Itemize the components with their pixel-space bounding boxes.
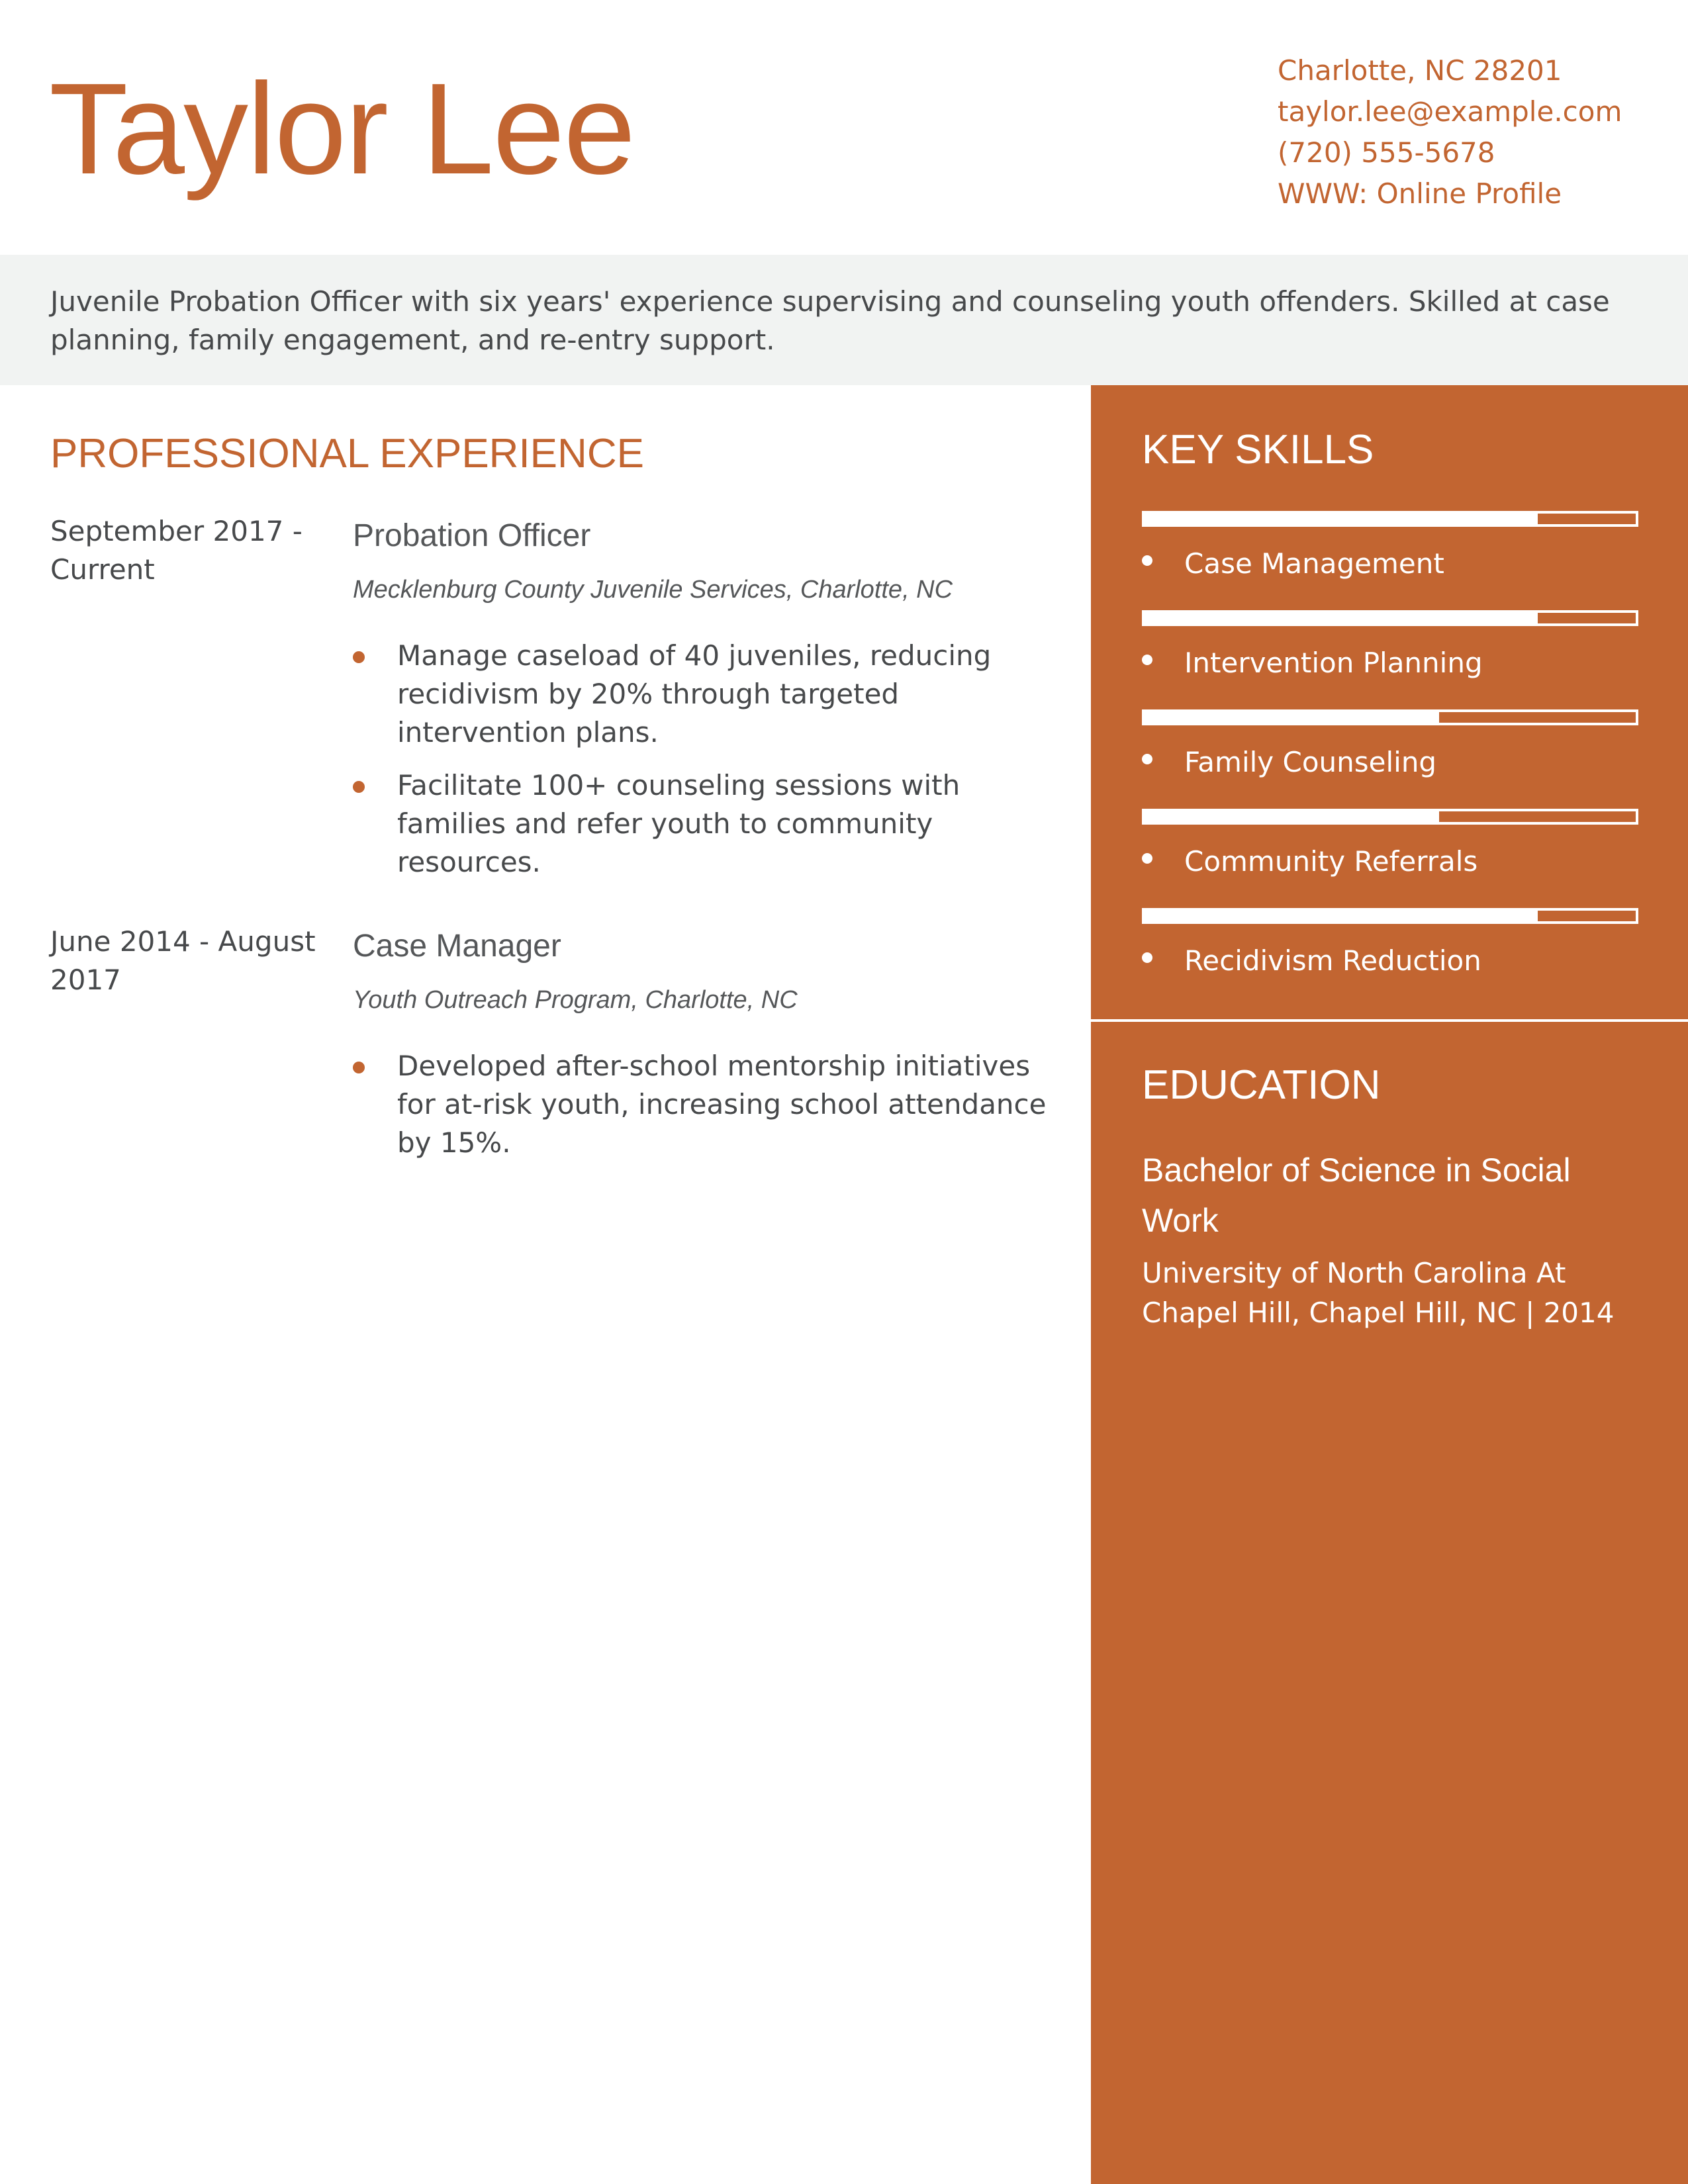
skill-bar bbox=[1142, 809, 1638, 825]
contact-email[interactable]: taylor.lee@example.com bbox=[1278, 95, 1622, 128]
skill-item bbox=[1142, 843, 1477, 880]
skill-bar-fill bbox=[1145, 811, 1439, 822]
bullet-text: Manage caseload of 40 juveniles, reducing recidivism by 20% through targeted intervention plans. bbox=[397, 639, 992, 749]
skill-label: Family Counseling bbox=[1184, 746, 1437, 778]
skill-bar bbox=[1142, 511, 1638, 527]
candidate-name: Taylor Lee bbox=[49, 56, 635, 201]
skill-label: Case Management bbox=[1184, 547, 1444, 580]
skills-heading: KEY SKILLS bbox=[1142, 427, 1374, 473]
bullet-text: Developed after-school mentorship initiatives for at-risk youth, increasing school attendance by 15%. bbox=[397, 1050, 1047, 1159]
skill-item bbox=[1142, 645, 1483, 682]
sidebar-divider bbox=[1091, 1019, 1688, 1022]
summary-text: Juvenile Probation Officer with six years' experience supervising and counseling youth offenders. Skilled at case planning, family engagement, and re-entry support. bbox=[50, 285, 1610, 356]
bullet-dot-icon bbox=[353, 651, 365, 663]
skill-bar bbox=[1142, 709, 1638, 725]
skill-item bbox=[1142, 545, 1444, 582]
bullet-dot-icon bbox=[353, 781, 365, 793]
job-bullet bbox=[353, 766, 1048, 882]
job-company: Youth Outreach Program, Charlotte, NC bbox=[353, 986, 798, 1014]
job-date: June 2014 - August 2017 bbox=[50, 925, 316, 996]
bullet-dot-icon bbox=[1142, 754, 1152, 764]
contact-phone[interactable]: (720) 555-5678 bbox=[1278, 136, 1495, 169]
skill-item bbox=[1142, 942, 1481, 979]
job-title: Probation Officer bbox=[353, 518, 591, 553]
summary-band bbox=[0, 255, 1688, 385]
contact-location: Charlotte, NC 28201 bbox=[1278, 54, 1562, 87]
skill-item bbox=[1142, 744, 1436, 781]
contact-info bbox=[1278, 50, 1622, 214]
skill-bar-fill bbox=[1145, 613, 1538, 623]
skill-bar-fill bbox=[1145, 911, 1538, 921]
bullet-dot-icon bbox=[1142, 853, 1152, 864]
skill-label: Recidivism Reduction bbox=[1184, 944, 1481, 977]
job-bullet bbox=[353, 637, 1048, 752]
contact-website[interactable]: WWW: Online Profile bbox=[1278, 177, 1562, 210]
skill-bar bbox=[1142, 610, 1638, 626]
bullet-dot-icon bbox=[1142, 655, 1152, 665]
bullet-dot-icon bbox=[1142, 952, 1152, 963]
skill-label: Intervention Planning bbox=[1184, 647, 1483, 679]
education-school: University of North Carolina At Chapel Hill, Chapel Hill, NC | 2014 bbox=[1142, 1257, 1615, 1329]
experience-heading: PROFESSIONAL EXPERIENCE bbox=[50, 431, 644, 477]
job-company: Mecklenburg County Juvenile Services, Charlotte, NC bbox=[353, 576, 953, 604]
sidebar bbox=[1091, 385, 1688, 2184]
skill-bar-fill bbox=[1145, 514, 1538, 524]
skill-bar bbox=[1142, 908, 1638, 924]
job-date: September 2017 - Current bbox=[50, 515, 303, 586]
bullet-dot-icon bbox=[1142, 555, 1152, 566]
bullet-dot-icon bbox=[353, 1062, 365, 1073]
education-heading: EDUCATION bbox=[1142, 1062, 1381, 1108]
job-bullet bbox=[353, 1047, 1048, 1162]
bullet-text: Facilitate 100+ counseling sessions with families and refer youth to community resources. bbox=[397, 769, 961, 878]
job-title: Case Manager bbox=[353, 929, 561, 964]
skill-bar-fill bbox=[1145, 712, 1439, 723]
resume-header bbox=[0, 0, 1688, 255]
education-degree: Bachelor of Science in Social Work bbox=[1142, 1152, 1571, 1239]
skill-label: Community Referrals bbox=[1184, 845, 1478, 878]
